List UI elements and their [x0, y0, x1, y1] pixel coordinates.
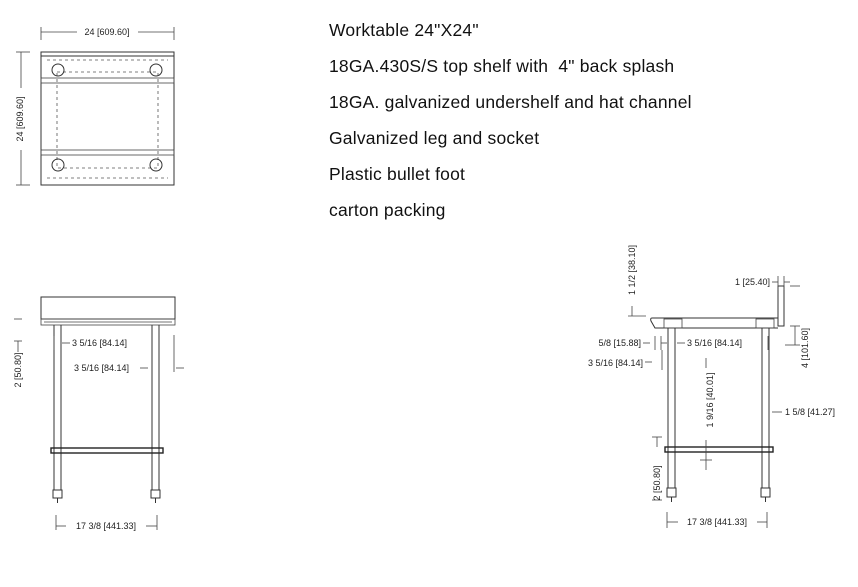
- side-undershelf: [665, 447, 773, 452]
- side-leg-offset-1: 3 5/16 [84.14]: [687, 338, 743, 348]
- side-view: [588, 245, 835, 528]
- undershelf-hidden-outline: [57, 72, 158, 168]
- side-leg-spacing-dim: 17 3/8 [441.33]: [686, 517, 748, 527]
- side-splash-thickness-dim: 1 [25.40]: [734, 277, 770, 287]
- side-channel-depth-dim: 1 9/16 [40.01]: [705, 372, 715, 428]
- leg-circle: [150, 64, 162, 76]
- front-leg-offset-2: 3 5/16 [84.14]: [74, 363, 130, 373]
- leg-circle: [52, 64, 64, 76]
- front-view: [13, 297, 184, 531]
- side-leg-offset-2: 3 5/16 [84.14]: [587, 358, 643, 368]
- front-leg-offset-1: 3 5/16 [84.14]: [72, 338, 128, 348]
- spec-line-3: 18GA. galvanized undershelf and hat channel: [329, 92, 692, 112]
- side-top-rim: [651, 318, 778, 328]
- back-splash: [778, 286, 784, 326]
- top-view: [15, 27, 174, 185]
- spec-line-1: Worktable 24"X24": [329, 20, 479, 40]
- spec-line-4: Galvanized leg and socket: [329, 128, 540, 148]
- leg-circle: [150, 159, 162, 171]
- top-width-dim: 24 [609.60]: [84, 27, 130, 37]
- front-undershelf: [51, 448, 163, 453]
- side-splash-height-dim: 4 [101.60]: [800, 327, 810, 369]
- spec-line-2: 18GA.430S/S top shelf with 4" back splash: [329, 56, 675, 76]
- spec-line-6: carton packing: [329, 200, 446, 220]
- front-top-slab: [41, 297, 175, 319]
- side-leg-width-dim: 1 5/8 [41.27]: [785, 407, 836, 417]
- side-splash-top-dim: 1 1/2 [38.10]: [627, 244, 637, 296]
- front-leg-spacing-dim: 17 3/8 [441.33]: [75, 521, 137, 531]
- side-rim-dim: 5/8 [15.88]: [598, 338, 641, 348]
- top-depth-dim: 24 [609.60]: [15, 96, 25, 142]
- leg-circle: [52, 159, 64, 171]
- spec-line-5: Plastic bullet foot: [329, 164, 466, 184]
- side-foot-height-dim: 2 [50.80]: [652, 465, 662, 501]
- front-top-height-dim: 2 [50.80]: [13, 352, 23, 388]
